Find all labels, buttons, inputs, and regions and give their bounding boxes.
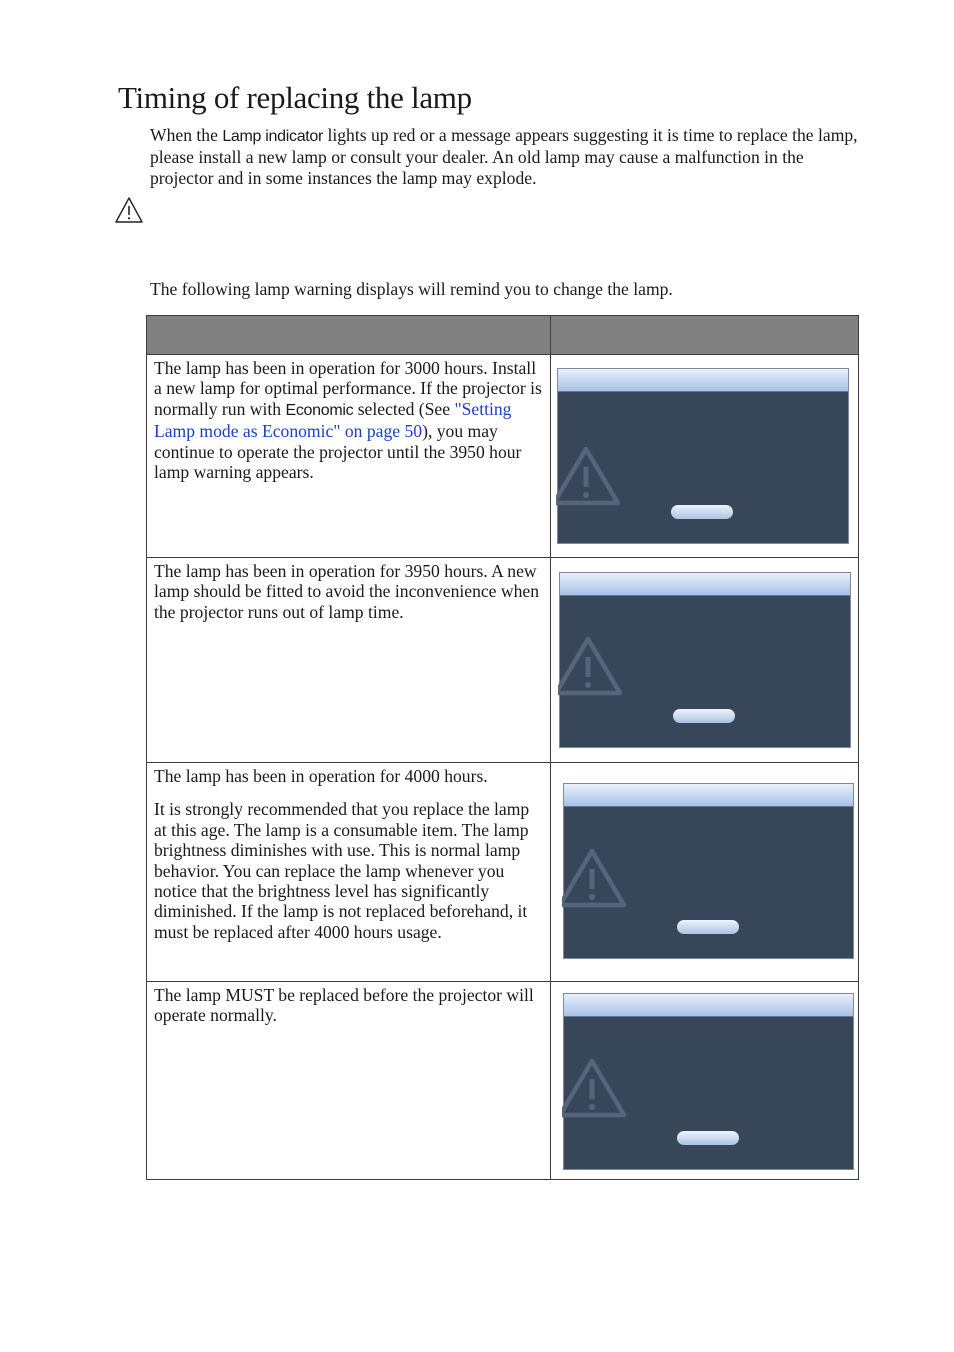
- row-description: [147, 763, 551, 982]
- ok-button: [677, 1131, 739, 1145]
- row-screenshot-cell: [551, 558, 859, 763]
- caution-triangle-icon: [114, 196, 144, 224]
- table-row: [147, 355, 859, 558]
- row-text: The lamp has been in operation for 3000 hours. Install a new lamp for optimal performance. If the projector is normally run with: [154, 358, 542, 419]
- lamp-must-replace-screen: [563, 993, 854, 1170]
- message-title-bar: [564, 994, 853, 1017]
- page-title: Timing of replacing the lamp: [118, 80, 472, 115]
- row-screenshot-cell: [551, 982, 859, 1180]
- row-text: selected (See: [353, 398, 455, 419]
- row-screenshot-cell: [551, 763, 859, 982]
- table-header-cell: [551, 316, 859, 355]
- message-title-bar: [558, 369, 848, 392]
- message-title-bar: [564, 784, 853, 807]
- table-header-cell: [147, 316, 551, 355]
- row-description: [147, 558, 551, 763]
- lamp-warning-table: [146, 315, 859, 1180]
- table-row: [147, 558, 859, 763]
- row-text: The lamp has been in operation for 3950 hours. A new lamp should be fitted to avoid the inconvenience when the projector runs out of lamp time.: [154, 561, 540, 622]
- lead-text: The following lamp warning displays will remind you to change the lamp.: [150, 279, 673, 299]
- intro-text-end: lights up red or a message appears suggesting it is time to replace the lamp, please install a new lamp or consult your dealer. An old lamp may cause a malfunction in the projector and in some instances the lamp may explode.: [150, 125, 858, 188]
- row-text: ), you may continue to operate the projector until the 3950 hour lamp warning appears.: [154, 421, 522, 483]
- warning-triangle-icon: [562, 847, 630, 909]
- lamp-indicator-term: Lamp indicator: [222, 128, 324, 145]
- intro-text-start: When the: [150, 125, 223, 145]
- lamp-warning-4000h-screen: [563, 783, 854, 959]
- row-description: [147, 355, 551, 558]
- row-text: The lamp has been in operation for 4000 hours.: [154, 766, 488, 786]
- warning-triangle-icon: [562, 1057, 630, 1119]
- economic-term: Economic: [285, 401, 354, 419]
- row-screenshot-cell: [551, 355, 859, 558]
- lamp-warning-3950h-screen: [559, 572, 851, 748]
- ok-button: [677, 920, 739, 934]
- row-description: [147, 982, 551, 1180]
- table-header-row: [147, 316, 859, 355]
- lamp-mode-link[interactable]: "Setting Lamp mode as Economic" on page 50: [154, 398, 512, 442]
- intro-paragraph: [150, 125, 862, 188]
- ok-button: [673, 709, 735, 723]
- table-row: [147, 763, 859, 982]
- message-title-bar: [560, 573, 850, 596]
- ok-button: [671, 505, 733, 519]
- warning-triangle-icon: [558, 635, 626, 697]
- warning-triangle-icon: [556, 445, 624, 507]
- lamp-warning-3000h-screen: [557, 368, 849, 544]
- table-row: [147, 982, 859, 1180]
- row-text: The lamp MUST be replaced before the projector will operate normally.: [154, 985, 534, 1026]
- row-text: It is strongly recommended that you replace the lamp at this age. The lamp is a consumable item. The lamp brightness diminishes with use. This is normal lamp behavior. You can replace the lamp whenever you notice that the brightness level has significantly diminished. If the lamp is not replaced beforehand, it must be replaced after 4000 hours usage.: [154, 799, 530, 942]
